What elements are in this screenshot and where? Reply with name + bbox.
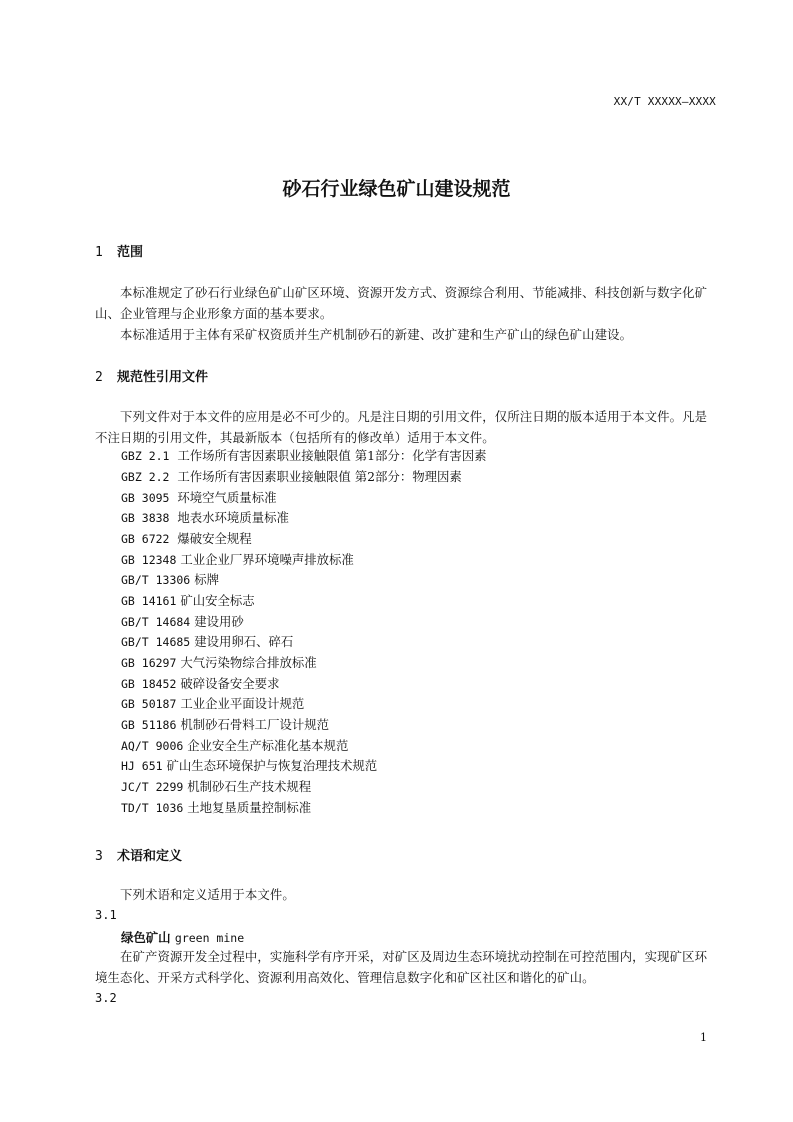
reference-item xyxy=(121,488,276,509)
section-title: 规范性引用文件 xyxy=(117,370,209,385)
reference-code: GB/T 14684 xyxy=(121,615,191,629)
reference-item xyxy=(121,632,293,653)
scope-paragraph-1: 本标准规定了砂石行业绿色矿山矿区环境、资源开发方式、资源综合利用、节能减排、科技创新与数字化矿山、企业管理与企业形象方面的基本要求。 xyxy=(95,285,708,321)
reference-item xyxy=(121,736,348,757)
section-heading-terms-definitions xyxy=(95,845,182,864)
section-number: 1 xyxy=(95,245,103,260)
reference-code: GBZ 2.1 xyxy=(121,449,170,463)
reference-item xyxy=(121,550,354,571)
reference-item xyxy=(121,446,487,467)
reference-title: 工业企业平面设计规范 xyxy=(180,696,305,711)
reference-code: HJ 651 xyxy=(121,759,163,773)
reference-title: 矿山生态环境保护与恢复治理技术规范 xyxy=(166,758,378,773)
terms-intro-paragraph: 下列术语和定义适用于本文件。 xyxy=(120,887,295,902)
reference-code: GB 51186 xyxy=(121,718,177,732)
page-number: 1 xyxy=(700,1031,707,1044)
reference-item xyxy=(121,756,377,777)
reference-code: TD/T 1036 xyxy=(121,801,184,815)
reference-item xyxy=(121,694,304,715)
reference-title: 标牌 xyxy=(194,572,219,587)
reference-item xyxy=(121,591,255,612)
reference-title: 建设用卵石、碎石 xyxy=(194,634,294,649)
section-number: 3 xyxy=(95,849,103,864)
section-number: 2 xyxy=(95,370,103,385)
reference-code: GBZ 2.2 xyxy=(121,470,170,484)
reference-item xyxy=(121,570,219,591)
reference-code: GB 6722 xyxy=(121,532,170,546)
reference-code: GB 3095 xyxy=(121,491,170,505)
reference-item xyxy=(121,715,329,736)
term-number: 3.2 xyxy=(95,991,117,1005)
reference-title: 机制砂石生产技术规程 xyxy=(187,779,312,794)
reference-item xyxy=(121,674,279,695)
reference-title: 大气污染物综合排放标准 xyxy=(180,655,317,670)
reference-title: 机制砂石骨料工厂设计规范 xyxy=(180,717,330,732)
term-name-en: green mine xyxy=(174,931,245,945)
reference-item xyxy=(121,653,317,674)
document-title: 砂石行业绿色矿山建设规范 xyxy=(282,178,511,200)
reference-title: 破碎设备安全要求 xyxy=(180,676,280,691)
reference-item xyxy=(121,508,289,529)
reference-code: GB 50187 xyxy=(121,697,177,711)
reference-code: GB/T 14685 xyxy=(121,635,191,649)
reference-title: 地表水环境质量标准 xyxy=(177,510,289,525)
term-name xyxy=(121,928,244,946)
section-title: 范围 xyxy=(117,245,144,260)
term-definition: 在矿产资源开发全过程中，实施科学有序开采，对矿区及周边生态环境扰动控制在可控范围内，实现矿区环境生态化、开采方式科学化、资源利用高效化、管理信息数字化和矿区社区和谐化的矿山。 xyxy=(95,949,708,985)
section-heading-scope xyxy=(95,241,143,260)
reference-code: JC/T 2299 xyxy=(121,780,184,794)
reference-code: GB 16297 xyxy=(121,656,177,670)
reference-item xyxy=(121,467,462,488)
reference-title: 爆破安全规程 xyxy=(177,531,252,546)
reference-title: 工作场所有害因素职业接触限值 第1部分：化学有害因素 xyxy=(177,448,487,463)
reference-title: 矿山安全标志 xyxy=(180,593,255,608)
reference-code: GB 3838 xyxy=(121,511,170,525)
reference-title: 企业安全生产标准化基本规范 xyxy=(187,738,349,753)
reference-title: 建设用砂 xyxy=(194,614,244,629)
reference-code: GB 18452 xyxy=(121,677,177,691)
term-number: 3.1 xyxy=(95,908,117,922)
reference-code: GB 12348 xyxy=(121,553,177,567)
section-title: 术语和定义 xyxy=(117,849,183,864)
reference-item xyxy=(121,529,252,550)
reference-title: 土地复垦质量控制标准 xyxy=(187,800,312,815)
references-intro-paragraph: 下列文件对于本文件的应用是必不可少的。凡是注日期的引用文件，仅所注日期的版本适用于本文件。凡是不注日期的引用文件，其最新版本（包括所有的修改单）适用于本文件。 xyxy=(95,409,708,445)
reference-code: AQ/T 9006 xyxy=(121,739,184,753)
reference-item xyxy=(121,777,311,798)
section-heading-normative-references xyxy=(95,366,208,385)
term-name-cn: 绿色矿山 xyxy=(121,930,171,945)
reference-title: 环境空气质量标准 xyxy=(177,490,277,505)
reference-code: GB 14161 xyxy=(121,594,177,608)
reference-title: 工作场所有害因素职业接触限值 第2部分：物理因素 xyxy=(177,469,462,484)
reference-item xyxy=(121,612,244,633)
scope-paragraph-2: 本标准适用于主体有采矿权资质并生产机制砂石的新建、改扩建和生产矿山的绿色矿山建设。 xyxy=(120,327,633,342)
standard-code: XX/T XXXXX—XXXX xyxy=(613,95,716,108)
reference-item xyxy=(121,798,311,819)
reference-title: 工业企业厂界环境噪声排放标准 xyxy=(180,552,354,567)
reference-code: GB/T 13306 xyxy=(121,573,191,587)
